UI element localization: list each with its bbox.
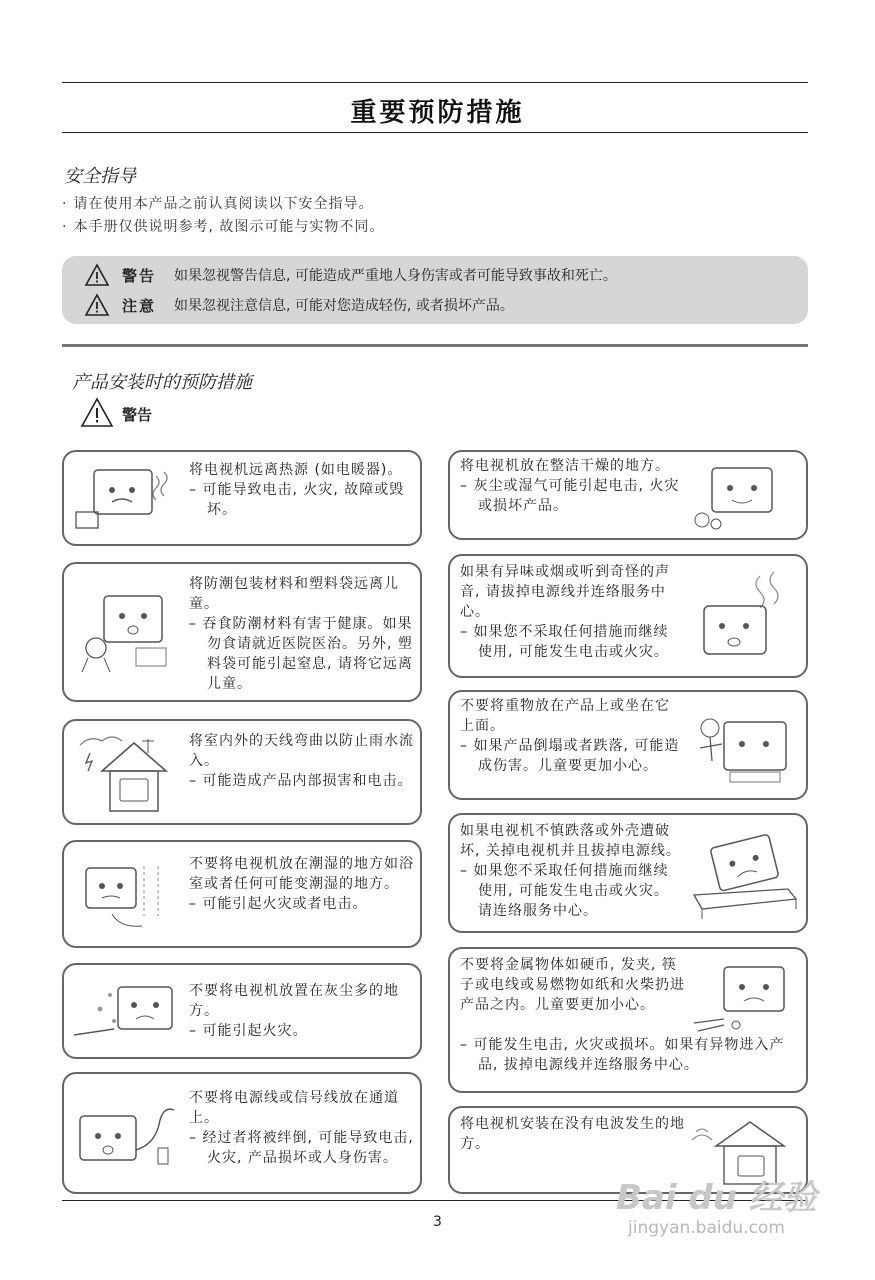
safety-bullet-1: · 请在使用本产品之前认真阅读以下安全指导。 (62, 193, 373, 213)
tv-dust-illustration (70, 975, 184, 1051)
power-cord-illustration (72, 1100, 184, 1180)
card-right-1 (448, 450, 808, 540)
card-right-3-main: 不要将重物放在产品上或坐在它上面。 (460, 698, 670, 734)
card-left-3-main: 将室内外的天线弯曲以防止雨水流入。 (189, 733, 414, 769)
caution-text: 如果忽视注意信息, 可能对您造成轻伤, 或者损坏产品。 (174, 298, 514, 314)
safety-heading: 安全指导 (64, 166, 136, 187)
tv-heater-illustration (72, 462, 182, 536)
section-divider (62, 344, 808, 347)
tv-smoke-illustration (690, 570, 802, 670)
card-right-4 (448, 813, 808, 933)
tv-fallen-illustration (688, 829, 802, 925)
install-warning-label: 警告 (122, 406, 153, 424)
card-right-1-main: 将电视机放在整洁干燥的地方。 (460, 458, 670, 474)
card-right-6-main: 将电视机安装在没有电波发生的地方。 (460, 1116, 685, 1152)
notice-box (62, 256, 808, 324)
card-left-2-main: 将防潮包装材料和塑料袋远离儿童。 (189, 576, 399, 612)
child-packaging-illustration (74, 586, 184, 676)
card-left-4 (62, 840, 422, 948)
tv-bathroom-illustration (72, 856, 184, 936)
card-left-1-main: 将电视机远离热源 (如电暖器)。 (189, 462, 403, 478)
card-left-6-main: 不要将电源线或信号线放在通道上。 (189, 1090, 399, 1126)
card-left-4-main: 不要将电视机放在潮湿的地方如浴室或者任何可能变潮湿的地方。 (189, 856, 414, 892)
caution-row (84, 290, 514, 320)
safety-bullet-2: · 本手册仅供说明参考, 故图示可能与实物不同。 (62, 216, 384, 236)
install-heading: 产品安装时的预防措施 (72, 372, 252, 393)
card-left-3 (62, 719, 422, 825)
page-number: 3 (433, 1214, 442, 1230)
warning-label: 警告 (122, 266, 157, 285)
title-rule (62, 132, 808, 133)
card-right-3 (448, 690, 808, 800)
install-warning-icon (80, 397, 114, 429)
tv-metal-objects-illustration (690, 957, 802, 1037)
card-right-5 (448, 947, 808, 1093)
card-right-3-dash: – 如果产品倒塌或者跌落, 可能造成伤害。儿童要更加小心。 (460, 738, 680, 774)
card-right-2 (448, 554, 808, 678)
card-left-4-dash: – 可能引起火灾或者电击。 (189, 896, 368, 912)
card-left-5-main: 不要将电视机放置在灰尘多的地方。 (189, 983, 399, 1019)
page-title: 重要预防措施 (350, 98, 525, 128)
top-rule (62, 82, 808, 83)
card-right-2-main: 如果有异味或烟或听到奇怪的声音, 请拔掉电源线并连络服务中心。 (460, 564, 670, 620)
card-right-4-main: 如果电视机不慎跌落或外壳遭破坏, 关掉电视机并且拔掉电源线。 (460, 823, 681, 859)
card-right-5-main: 不要将金属物体如硬币, 发夹, 筷子或电线或易燃物如纸和火柴扔进产品之内。儿童要更加小心。 (460, 957, 685, 1013)
house-antenna-illustration (72, 727, 184, 821)
card-right-2-dash: – 如果您不采取任何措施而继续使用, 可能发生电击或火灾。 (460, 624, 669, 660)
card-left-6-dash: – 经过者将被绊倒, 可能导致电击, 火灾, 产品损坏或人身伤害。 (189, 1130, 414, 1166)
card-left-1-dash: – 可能导致电击, 火灾, 故障或毁坏。 (189, 482, 405, 518)
warning-row (84, 260, 617, 290)
tv-heavy-object-illustration (690, 704, 802, 790)
card-right-4-dash: – 如果您不采取任何措施而继续使用, 可能发生电击或火灾。请连络服务中心。 (460, 863, 669, 919)
card-left-6 (62, 1072, 422, 1194)
card-left-2 (62, 562, 422, 702)
card-left-1 (62, 450, 422, 546)
card-left-5-dash: – 可能引起火灾。 (189, 1023, 308, 1039)
card-left-3-dash: – 可能造成产品内部损害和电击。 (189, 773, 413, 789)
tv-clean-place-illustration (688, 460, 800, 534)
card-right-5-dash: – 可能发生电击, 火灾或损坏。如果有异物进入产品, 拔掉电源线并连络服务中心。 (460, 1037, 785, 1073)
caution-triangle-icon (84, 293, 110, 317)
warning-text: 如果忽视警告信息, 可能造成严重地人身伤害或者可能导致事故和死亡。 (174, 268, 617, 284)
card-left-5 (62, 963, 422, 1059)
card-left-2-dash: – 吞食防潮材料有害于健康。如果勿食请就近医院医治。另外, 塑料袋可能引起窒息, 请将它远离儿童。 (189, 616, 413, 692)
warning-triangle-icon (84, 263, 110, 287)
baidu-watermark-url: jingyan.baidu.com (628, 1218, 785, 1238)
baidu-watermark-logo: Bai du 经验 (616, 1178, 817, 1218)
card-right-1-dash: – 灰尘或湿气可能引起电击, 火灾或损坏产品。 (460, 478, 680, 514)
caution-label: 注意 (122, 296, 157, 315)
